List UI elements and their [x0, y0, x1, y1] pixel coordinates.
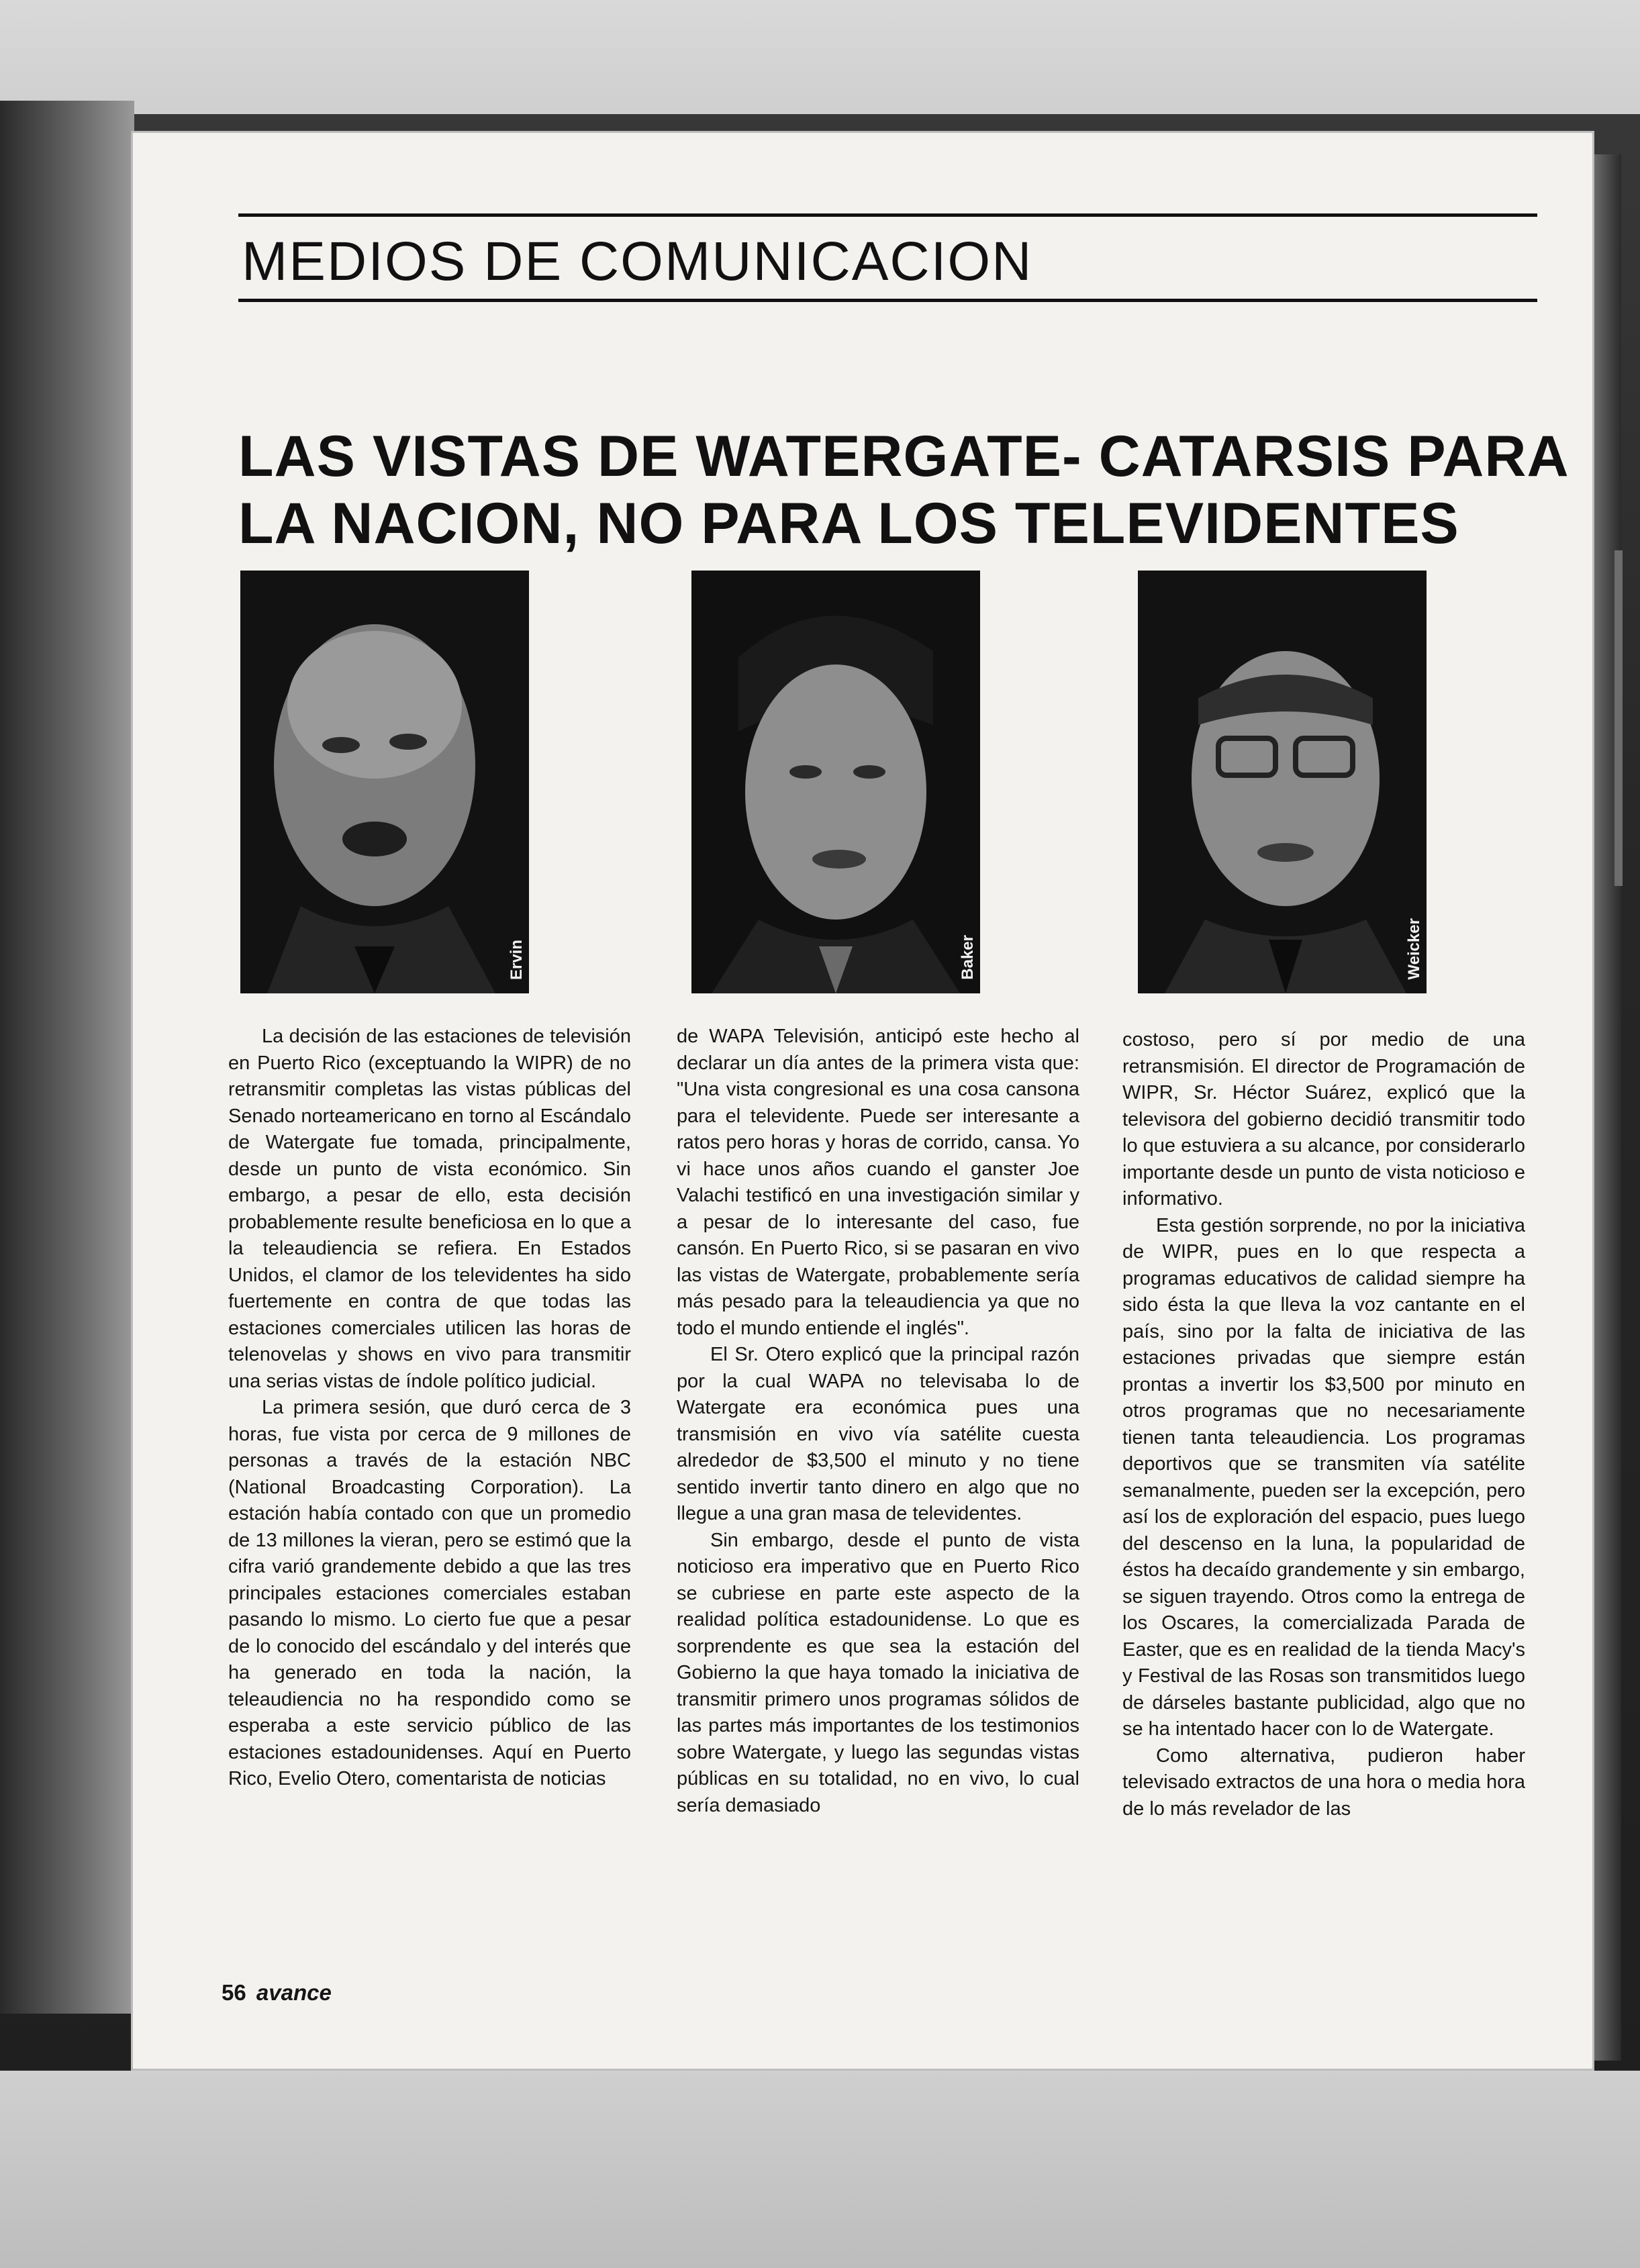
- photo-caption: Weicker: [1405, 918, 1423, 980]
- article-headline: [238, 423, 1570, 557]
- section-rule-bottom: [238, 299, 1537, 302]
- page-footer: [222, 1980, 332, 2007]
- article-column-2: [677, 1024, 1079, 1819]
- paragraph: costoso, pero sí por medio de una retransmisión. El director de Programación de WIPR, Sr. Héctor Suárez, explicó que la televisora del gobierno decidió transmitir todo lo que estuviera a su alcance, por considerarlo importante desde un punto de vista noticioso e informativo.: [1122, 1029, 1525, 1210]
- magazine-name: avance: [256, 1980, 332, 2005]
- portrait-photo-baker: [691, 571, 980, 993]
- page-stack-edge: [0, 101, 134, 2014]
- section-title: MEDIOS DE COMUNICACION: [242, 231, 1033, 292]
- scan-top-margin: [0, 0, 1640, 114]
- portrait-image: [1138, 571, 1427, 993]
- paragraph: de WAPA Televisión, anticipó este hecho al declarar un día antes de la primera vista que: "Una vista congresional es una cosa cansona para el televidente. Puede ser interesante a ratos pero horas y horas de corrido, cansa. Yo vi hace unos años cuando el ganster Joe Valachi testificó en una investigación similar y a pesar de lo interesante del caso, fue cansón. En Puerto Rico, si se pasaran en vivo las vistas de Watergate, probablemente sería más pesado para la teleaudiencia ya que no todo el mundo entiende el inglés".: [677, 1026, 1079, 1339]
- photo-caption: Baker: [959, 935, 977, 980]
- paragraph: Sin embargo, desde el punto de vista noticioso era imperativo que en Puerto Rico se cubriese en parte este aspecto de la realidad política estadounidense. Lo que es sorprendente es que sea la estación del Gobierno la que haya tomado la iniciativa de transmitir primero unos programas sólidos de las partes más importantes de los testimonios sobre Watergate, y luego las segundas vistas públicas en su totalidad, no en vivo, lo cual sería demasiado: [677, 1529, 1079, 1816]
- photo-caption: Ervin: [508, 939, 526, 980]
- page-shadow: [1594, 154, 1621, 2061]
- paragraph: La decisión de las estaciones de televisión en Puerto Rico (exceptuando la WIPR) de no retransmitir completas las vistas públicas del Senado norteamericano en torno al Escándalo de Watergate fue tomada, principalmente, desde un punto de vista económico. Sin embargo, a pesar de ello, esta decisión probablemente resulte beneficiosa en lo que a la teleaudiencia se refiera. En Estados Unidos, el clamor de los televidentes ha sido fuertemente en contra de que todas las estaciones comerciales utilicen las horas de telenovelas y shows en vivo para transmitir una serias vistas de índole político judicial.: [228, 1026, 631, 1392]
- paragraph: El Sr. Otero explicó que la principal razón por la cual WAPA no televisaba lo de Watergate era económica pues una transmisión en vivo vía satélite cuesta alrededor de $3,500 el minuto y no tiene sentido invertir tanto dinero en algo que no llegue a una gran masa de televidentes.: [677, 1344, 1079, 1524]
- article-column-1: [228, 1024, 631, 1793]
- section-rule-top: [238, 213, 1537, 217]
- paragraph: Esta gestión sorprende, no por la iniciativa de WIPR, pues en lo que respecta a programas educativos de calidad siempre ha sido ésta la que lleva la voz cantante en el país, sino por la falta de iniciativa de las estaciones privadas que siempre están prontas a invertir los $3,500 por minuto en otros programas que no necesariamente tienen tanta teleaudiencia. Los programas deportivos que se transmiten vía satélite semanalmente, pueden ser la excepción, pero así los de exploración del espacio, pues luego del descenso en la luna, la popularidad de éstos ha decaído grandemente y sin embargo, se siguen trayendo. Otros como la entrega de los Oscares, la comercializada Parada de Easter, que es en realidad de la tienda Macy's y Festival de las Rosas son transmitidos luego de dárseles bastante publicidad, algo que no se ha intentado hacer con lo de Watergate.: [1122, 1214, 1525, 1740]
- paragraph: Como alternativa, pudieron haber televisado extractos de una hora o media hora de lo más revelador de las: [1122, 1744, 1525, 1820]
- portrait-image: [240, 571, 529, 993]
- portrait-photo-weicker: [1138, 571, 1427, 993]
- headline-line-2: LA NACION, NO PARA LOS TELEVIDENTES: [238, 491, 1459, 556]
- paragraph: La primera sesión, que duró cerca de 3 horas, fue vista por cerca de 9 millones de personas a través de la estación NBC (National Broadcasting Corporation). La estación había contado con que un promedio de 13 millones la vieran, pero se estimó que la cifra varió grandemente debido a que las tres principales estaciones comerciales estaban pasando lo mismo. Lo cierto fue que a pesar de lo conocido del escándalo y del interés que ha generado en toda la nación, la teleaudiencia no ha respondido como se esperaba a este servicio público de las estaciones estadounidenses. Aquí en Puerto Rico, Evelio Otero, comentarista de noticias: [228, 1397, 631, 1789]
- scan-bottom-margin: [0, 2071, 1640, 2268]
- article-column-3: [1122, 1027, 1525, 1822]
- headline-line-1: LAS VISTAS DE WATERGATE- CATARSIS PARA: [238, 424, 1570, 489]
- portrait-image: [691, 571, 980, 993]
- scan-mark: [1614, 550, 1623, 886]
- page-number: 56: [222, 1980, 246, 2005]
- portrait-photo-ervin: [240, 571, 529, 993]
